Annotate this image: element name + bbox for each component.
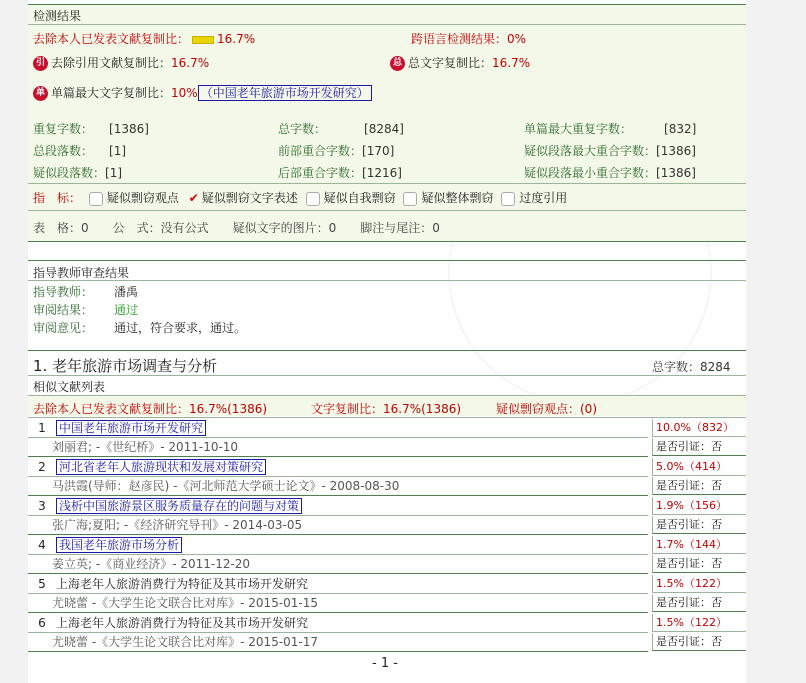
checkbox-over-cite[interactable]: [501, 192, 515, 206]
item-number: 4: [38, 538, 46, 552]
total-text-label: 总文字复制比：: [408, 56, 493, 70]
indicator-label: 指 标：: [33, 191, 82, 205]
cite-badge-icon: 引: [33, 56, 48, 71]
item-source: [28, 633, 648, 652]
stat-label: 前部重合字数：: [278, 144, 363, 158]
item-source-text: 尤晓蕾 -《大学生论文联合比对库》- 2015-01-15: [52, 596, 319, 610]
item-source-text: 姜立英; -《商业经济》- 2011-12-20: [52, 557, 251, 571]
section-bottom-rule: [28, 241, 746, 242]
item-cite-status: 是否引证：否: [652, 438, 746, 456]
single-max-source-link[interactable]: （中国老年旅游市场开发研究）: [198, 85, 372, 101]
item-number: 6: [38, 616, 46, 630]
checkbox-whole-plag[interactable]: [403, 192, 417, 206]
indicator-option: 疑似整体剽窃: [421, 191, 494, 205]
exclude-cite-value: 16.7%: [171, 56, 210, 70]
single-badge-icon: 单: [33, 86, 48, 101]
single-max-label: 单篇最大文字复制比：: [51, 86, 172, 100]
summary-exclude-own: 去除本人已发表文献复制比：16.7%(1386): [33, 402, 268, 416]
exclude-cite-label: 去除引用文献复制比：: [51, 56, 172, 70]
total-text-value: 16.7%: [492, 56, 531, 70]
list-item[interactable]: [28, 536, 648, 555]
item-title-link[interactable]: 中国老年旅游市场开发研究: [56, 420, 206, 436]
divider: [28, 395, 746, 396]
checkbox-plag-viewpoint[interactable]: [89, 192, 103, 206]
exclude-own-label: 去除本人已发表文献复制比：: [33, 32, 190, 46]
stat-value: [8284]: [364, 122, 404, 136]
single-max-value: 10%: [171, 86, 198, 100]
indicator-option: 疑似剽窃文字表述: [201, 191, 298, 205]
exclude-own-value: 16.7%: [217, 32, 256, 46]
divider: [28, 183, 746, 184]
item-cite-status: 是否引证：否: [652, 477, 746, 495]
item-title-link[interactable]: 上海老年人旅游消费行为特征及其市场开发研究: [56, 616, 309, 630]
checkbox-self-plag[interactable]: [306, 192, 320, 206]
indicator-option: 疑似剽窃观点: [106, 191, 179, 205]
list-item[interactable]: [28, 497, 648, 516]
item-source: [28, 438, 648, 457]
item-source: [28, 555, 648, 574]
review-result-value: 通过: [114, 303, 139, 317]
stat-value: [1]: [109, 144, 127, 158]
report-page: [28, 0, 746, 683]
ratio-bar: [192, 36, 214, 44]
left-margin: [0, 0, 28, 683]
stat-total-paragraphs: [33, 142, 126, 159]
stat-value: [832]: [664, 122, 697, 136]
page-number: - 1 -: [372, 656, 398, 671]
review-opinion-label: 审阅意见：: [33, 321, 94, 335]
review-title: 指导教师审查结果: [33, 266, 130, 280]
item-source: [28, 477, 648, 496]
stat-label: 重复字数：: [33, 122, 94, 136]
item-percent: 1.7%（144）: [652, 536, 746, 554]
exclude-cite-ratio: [33, 54, 209, 71]
item-percent: 1.5%（122）: [652, 614, 746, 632]
single-max-ratio: [33, 84, 372, 101]
review-top-rule: [28, 260, 746, 261]
item-percent: 10.0%（832）: [652, 419, 746, 437]
stat-value: [1386]: [109, 122, 149, 136]
total-badge-icon: 总: [390, 56, 405, 71]
stat-label: 后部重合字数：: [278, 166, 363, 180]
item-cite-status: 是否引证：否: [652, 555, 746, 573]
divider: [28, 280, 746, 281]
stat-value: [1386]: [656, 144, 696, 158]
item-source: [28, 516, 648, 535]
stat-label: 总段落数：: [33, 144, 94, 158]
summary-plag-viewpoint: 疑似剽窃观点：(0): [496, 402, 597, 416]
stat-label: 疑似段落数：: [33, 166, 106, 180]
cross-language-result: [411, 30, 526, 47]
list-item[interactable]: [28, 419, 648, 438]
right-margin: [746, 0, 806, 683]
stat-min-paragraph-overlap: [524, 164, 696, 181]
divider: [28, 24, 746, 25]
list-item[interactable]: [28, 458, 648, 477]
divider: [28, 417, 746, 418]
item-cite-status: 是否引证：否: [652, 594, 746, 612]
stat-label: 总字数：: [278, 122, 327, 136]
item-percent: 1.9%（156）: [652, 497, 746, 515]
item-source: [28, 594, 648, 613]
item-source-text: 马洪霞(导师：赵彦民) -《河北师范大学硕士论文》- 2008-08-30: [52, 479, 400, 493]
item-number: 3: [38, 499, 46, 513]
stat-label: 疑似段落最小重合字数：: [524, 166, 657, 180]
item-percent: 5.0%（414）: [652, 458, 746, 476]
item-number: 1: [38, 421, 46, 435]
indicator-option: 过度引用: [519, 191, 568, 205]
item-cite-status: 是否引证：否: [652, 516, 746, 534]
similar-top-rule: [28, 350, 746, 351]
stat-value: [1216]: [362, 166, 402, 180]
indicator-option: 疑似自我剽窃: [323, 191, 396, 205]
stat-back-overlap: [278, 164, 402, 181]
item-number: 2: [38, 460, 46, 474]
stat-label: 单篇最大重复字数：: [524, 122, 633, 136]
section-heading: 1. 老年旅游市场调查与分析: [33, 357, 218, 375]
total-text-ratio: [390, 54, 530, 71]
stat-front-overlap: [278, 142, 394, 159]
item-cite-status: 是否引证：否: [652, 633, 746, 651]
section-total-chars: 总字数：8284: [652, 360, 731, 374]
item-source-text: 张广海;夏阳; -《经济研究导刊》- 2014-03-05: [52, 518, 303, 532]
item-title-link[interactable]: 上海老年人旅游消费行为特征及其市场开发研究: [56, 577, 309, 591]
teacher-label: 指导教师：: [33, 285, 94, 299]
list-item[interactable]: [28, 575, 648, 594]
item-percent: 1.5%（122）: [652, 575, 746, 593]
indicator-row: [33, 189, 567, 206]
stat-value: [1]: [105, 166, 123, 180]
cross-language-label: 跨语言检测结果：: [411, 32, 508, 46]
stat-value: [170]: [362, 144, 395, 158]
item-title-link[interactable]: 浅析中国旅游景区服务质量存在的问题与对策: [56, 498, 302, 514]
check-mark-icon[interactable]: ✔: [188, 191, 199, 205]
review-result-label: 审阅结果：: [33, 303, 94, 317]
review-opinion-value: 通过，符合要求，通过。: [114, 321, 247, 335]
item-title-link[interactable]: 河北省老年人旅游现状和发展对策研究: [56, 459, 266, 475]
stat-value: [1386]: [656, 166, 696, 180]
stat-repeat-chars: [33, 120, 149, 137]
item-source-text: 尤晓蕾 -《大学生论文联合比对库》- 2015-01-17: [52, 635, 319, 649]
table-formula-info: 表 格：0 公 式：没有公式 疑似文字的图片：0 脚注与尾注：0: [33, 221, 440, 235]
cross-language-value: 0%: [507, 32, 527, 46]
stat-label: 疑似段落最大重合字数：: [524, 144, 657, 158]
item-source-text: 刘丽君; -《世纪桥》- 2011-10-10: [52, 440, 239, 454]
stat-total-chars: [278, 120, 404, 137]
stat-suspect-paragraphs: [33, 164, 122, 181]
detect-result-title: 检测结果: [33, 9, 82, 23]
stat-max-paragraph-overlap: [524, 142, 696, 159]
similar-list-title: 相似文献列表: [33, 380, 106, 394]
stat-single-max-repeat: [524, 120, 696, 137]
summary-text-copy: 文字复制比：16.7%(1386): [311, 402, 462, 416]
list-item[interactable]: [28, 614, 648, 633]
divider: [28, 375, 746, 376]
item-number: 5: [38, 577, 46, 591]
teacher-value: 潘禹: [114, 285, 139, 299]
divider: [28, 210, 746, 211]
exclude-own-ratio: [33, 30, 255, 47]
item-title-link[interactable]: 我国老年旅游市场分析: [56, 537, 182, 553]
